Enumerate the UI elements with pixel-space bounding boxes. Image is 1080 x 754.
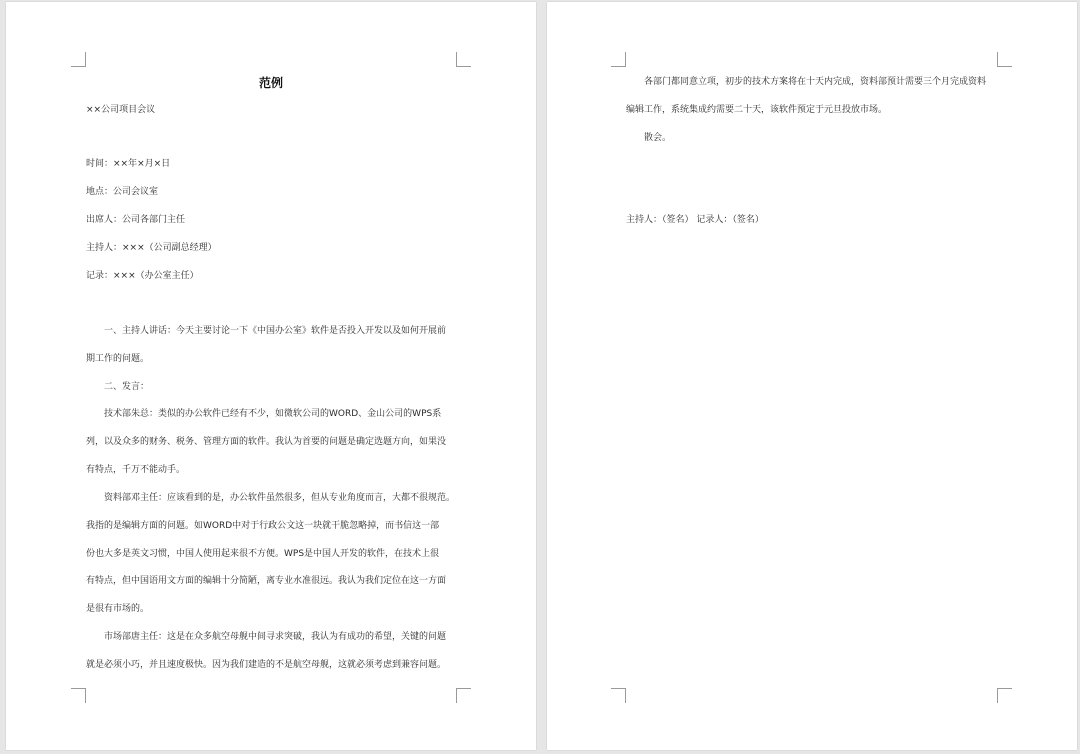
document-title: 范例 <box>258 76 283 90</box>
body-line: 列，以及众多的财务、税务、管理方面的软件。我认为首要的问题是确定选题方向，如果没 <box>86 437 447 447</box>
margin-corner-top-right <box>456 52 471 67</box>
margin-corner-top-right <box>997 52 1012 67</box>
margin-corner-bottom-right <box>997 688 1012 703</box>
margin-corner-top-left <box>611 52 626 67</box>
body-line: 期工作的问题。 <box>86 354 150 364</box>
body-line: 二、发言： <box>104 382 150 392</box>
margin-corner-bottom-left <box>71 688 86 703</box>
margin-corner-top-left <box>71 52 86 67</box>
body-line: 份也大多是英文习惯，中国人使用起来很不方便。WPS是中国人开发的软件，在技术上很 <box>86 549 440 559</box>
adjourn-line: 散会。 <box>644 133 672 143</box>
body-line: 有特点，但中国语用文方面的编辑十分简陋，离专业水准很远。我认为我们定位在这一方面 <box>86 576 447 586</box>
body-line: 一、主持人讲话：今天主要讨论一下《中国办公室》软件是否投入开发以及如何开展前 <box>104 326 447 336</box>
signature-line: 主持人：（签名） 记录人：（签名） <box>626 215 764 225</box>
body-line: 就是必须小巧，并且速度极快。因为我们建造的不是航空母舰，这就必须考虑到兼容问题。 <box>86 660 447 670</box>
document-subtitle: ××公司项目会议 <box>86 105 156 115</box>
meeting-recorder: 记录：×××（办公室主任） <box>86 271 199 281</box>
body-line: 市场部唐主任：这是在众多航空母舰中间寻求突破，我认为有成功的希望，关键的问题 <box>104 632 447 642</box>
document-page-left <box>6 2 536 750</box>
body-line: 有特点，千万不能动手。 <box>86 465 186 475</box>
meeting-host: 主持人：×××（公司副总经理） <box>86 243 217 253</box>
body-line: 是很有市场的。 <box>86 604 150 614</box>
meeting-time: 时间：××年×月×日 <box>86 159 171 169</box>
meeting-location: 地点：公司会议室 <box>86 187 159 197</box>
document-page-right <box>547 2 1077 750</box>
body-line: 资料部邓主任：应该看到的是，办公软件虽然很多，但从专业角度而言，大都不很规范。 <box>104 493 456 503</box>
body-line: 我指的是编辑方面的问题。如WORD中对于行政公文这一块就干脆忽略掉，而书信这一部 <box>86 521 440 531</box>
meeting-attendees: 出席人：公司各部门主任 <box>86 215 186 225</box>
body-line: 各部门都同意立项，初步的技术方案将在十天内完成，资料部预计需要三个月完成资料 <box>644 77 987 87</box>
body-line: 技术部朱总：类似的办公软件已经有不少，如微软公司的WORD、金山公司的WPS系 <box>104 409 442 419</box>
body-line: 编辑工作，系统集成约需要二十天，该软件预定于元旦投放市场。 <box>626 105 888 115</box>
margin-corner-bottom-left <box>611 688 626 703</box>
margin-corner-bottom-right <box>456 688 471 703</box>
